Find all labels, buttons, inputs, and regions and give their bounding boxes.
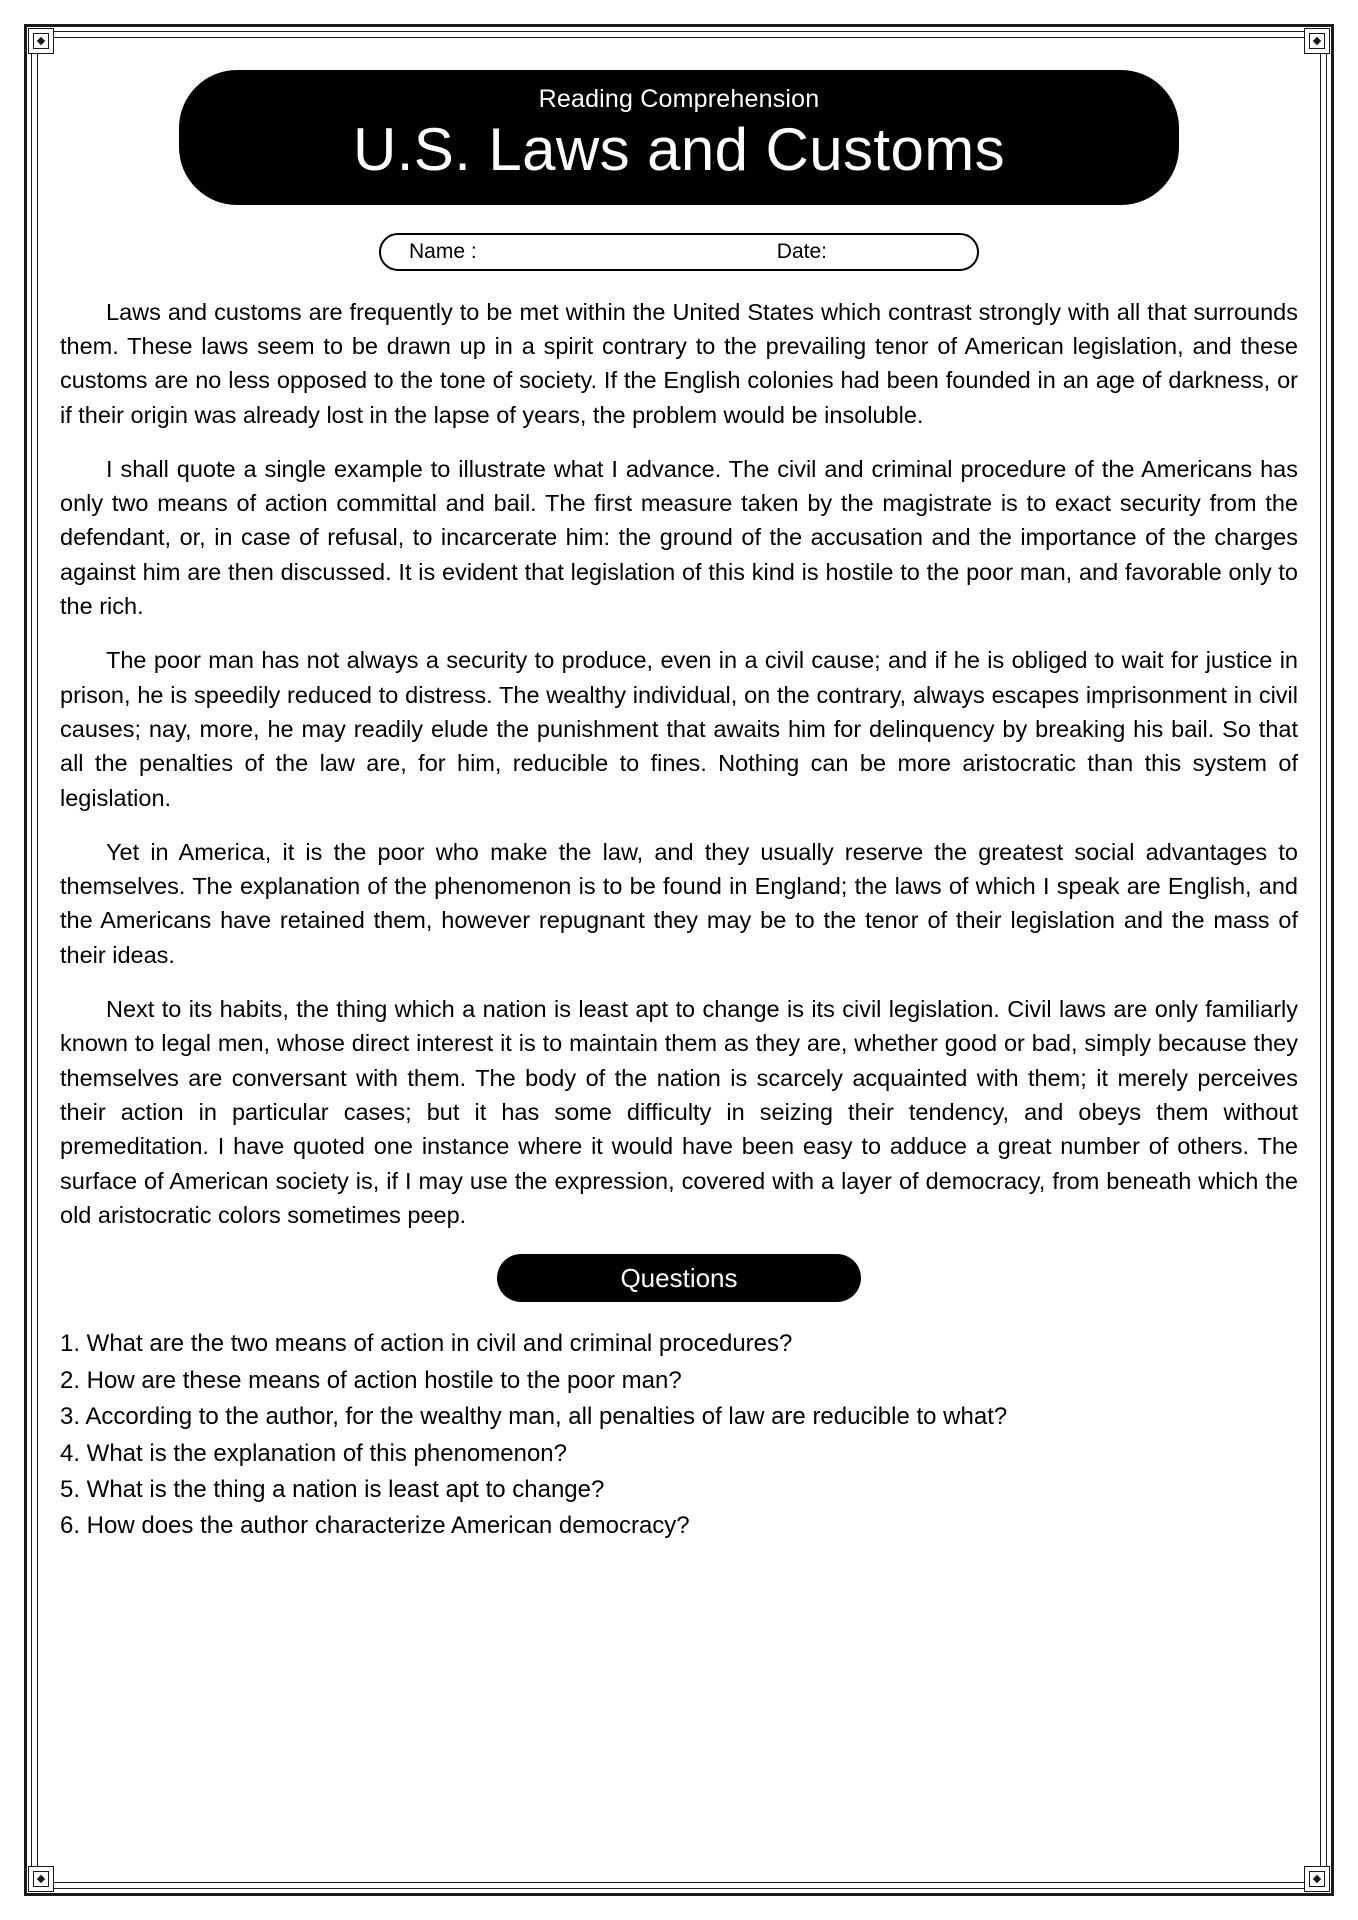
corner-ornament-top-left — [28, 28, 54, 54]
reading-passage — [60, 295, 1298, 1232]
worksheet-content — [60, 52, 1298, 1868]
date-label: Date: — [776, 239, 827, 263]
question-item: 1. What are the two means of action in civil and criminal procedures? — [60, 1330, 793, 1358]
questions-list — [60, 1326, 1298, 1545]
questions-banner — [497, 1254, 861, 1302]
passage-paragraph: Next to its habits, the thing which a nation is least apt to change is its civil legislation. Civil laws are only familiarly known to legal men, whose direct interest it is to maintain them as they are, whether good or bad, simply because they themselves are conversant with them. The body of the nation is scarcely acquainted with them; it merely perceives their action in particular cases; but it has some difficulty in seizing their tendency, and obeys them without premeditation. I have quoted one instance where it would have been easy to adduce a great number of others. The surface of American society is, if I may use the expression, covered with a layer of democracy, from beneath which the old aristocratic colors sometimes peep. — [60, 996, 1298, 1228]
question-item: 5. What is the thing a nation is least apt to change? — [60, 1475, 605, 1503]
corner-ornament-bottom-left — [28, 1866, 54, 1892]
question-item: 6. How does the author characterize American democracy? — [60, 1512, 690, 1540]
passage-paragraph: Yet in America, it is the poor who make the law, and they usually reserve the greatest social advantages to themselves. The explanation of the phenomenon is to be found in England; the laws of which I speak are English, and the Americans have retained them, however repugnant they may be to the tenor of their legislation and the mass of their ideas. — [60, 838, 1298, 968]
page-title: U.S. Laws and Customs — [353, 115, 1005, 183]
corner-ornament-top-right — [1304, 28, 1330, 54]
worksheet-subtitle: Reading Comprehension — [538, 85, 820, 113]
passage-paragraph: Laws and customs are frequently to be met within the United States which contrast strongly with all that surrounds them. These laws seem to be drawn up in a spirit contrary to the prevailing tenor of American legislation, and these customs are no less opposed to the tone of society. If the English colonies had been founded in an age of darkness, or if their origin was already lost in the lapse of years, the problem would be insoluble. — [60, 298, 1298, 428]
name-label: Name : — [409, 239, 477, 263]
question-item: 3. According to the author, for the wealthy man, all penalties of law are reducible to what? — [60, 1403, 1008, 1431]
passage-paragraph: I shall quote a single example to illustrate what I advance. The civil and criminal procedure of the Americans has only two means of action committal and bail. The first measure taken by the magistrate is to exact security from the defendant, or, in case of refusal, to incarcerate him: the ground of the accusation and the importance of the charges against him are then discussed. It is evident that legislation of this kind is hostile to the poor man, and favorable only to the rich. — [60, 455, 1298, 620]
passage-paragraph: The poor man has not always a security to produce, even in a civil cause; and if he is obliged to wait for justice in prison, he is speedily reduced to distress. The wealthy individual, on the contrary, always escapes imprisonment in civil causes; nay, more, he may readily elude the punishment that awaits him for delinquency by breaking his bail. So that all the penalties of the law are, for him, reducible to fines. Nothing can be more aristocratic than this system of legislation. — [60, 647, 1298, 811]
title-banner — [179, 70, 1179, 205]
name-date-field-group — [379, 233, 979, 271]
question-item: 2. How are these means of action hostile to the poor man? — [60, 1366, 682, 1394]
question-item: 4. What is the explanation of this phenomenon? — [60, 1439, 567, 1467]
corner-ornament-bottom-right — [1304, 1866, 1330, 1892]
questions-banner-label: Questions — [620, 1262, 738, 1293]
